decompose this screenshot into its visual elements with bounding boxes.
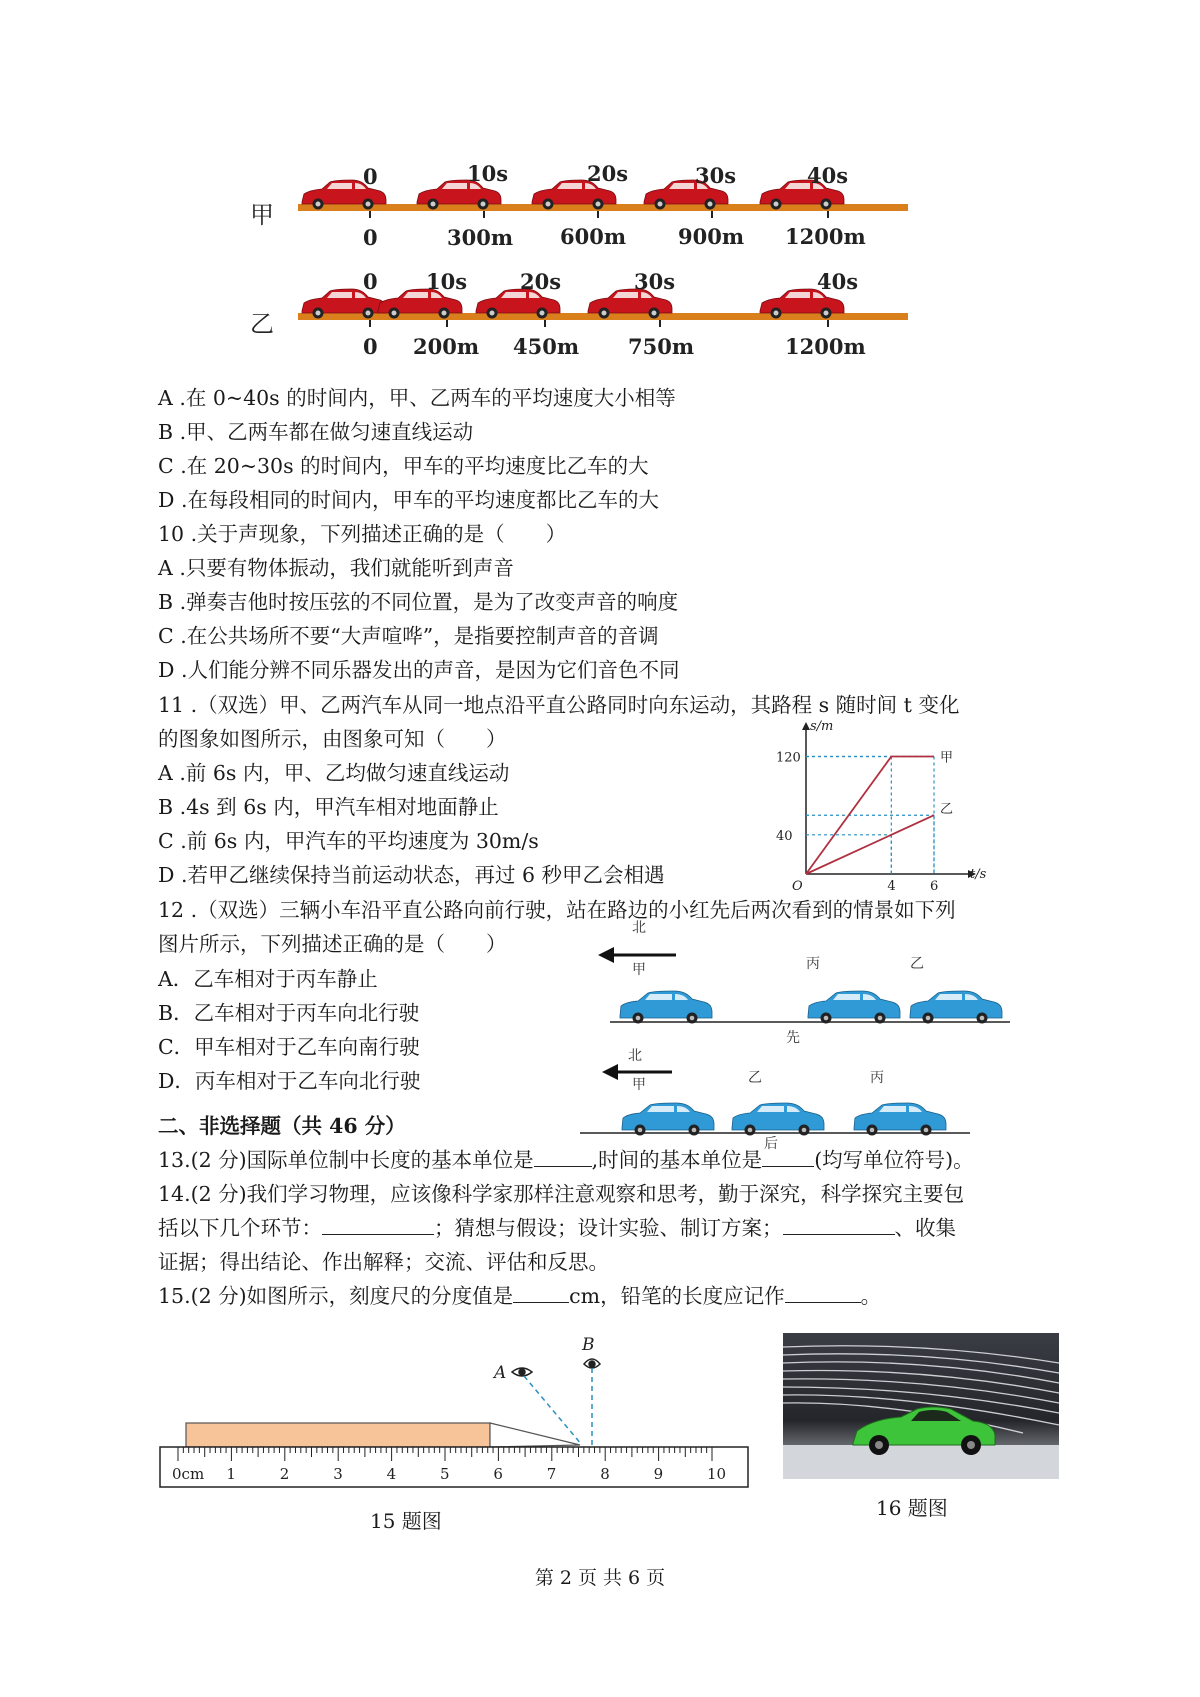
ruler-label: 1 [226, 1465, 236, 1483]
series-line-1 [806, 815, 934, 874]
ruler-label: 0cm [172, 1465, 205, 1483]
q15-blank2[interactable] [785, 1282, 861, 1303]
jia-time-1: 10s [467, 161, 509, 186]
y-tick-1: 120 [776, 750, 801, 766]
q10-option-b: B .弹奏吉他时按压弦的不同位置，是为了改变声音的响度 [158, 590, 679, 614]
row-label-jia: 甲 [250, 201, 274, 229]
x-tick-1: 6 [930, 879, 939, 894]
yi-time-1: 10s [426, 269, 468, 294]
q13-part1: 13.(2 分)国际单位制中长度的基本单位是 [158, 1148, 534, 1172]
q15-part2: cm，铅笔的长度应记作 [569, 1284, 785, 1308]
eye-b-icon [584, 1359, 600, 1368]
bottom-car-label-jia: 甲 [632, 1077, 646, 1093]
q14-line2 [158, 1214, 956, 1242]
q12-stem-line1: 12 .（双选）三辆小车沿平直公路向前行驶，站在路边的小红先后两次看到的情景如下列 [158, 898, 956, 922]
jia-time-4: 40s [807, 163, 849, 188]
yi-time-0: 0 [363, 269, 378, 294]
eye-a-icon [512, 1368, 532, 1376]
q12-option-d: D．丙车相对于乙车向北行驶 [158, 1069, 421, 1093]
q12-option-b: B．乙车相对于丙车向北行驶 [158, 1001, 420, 1025]
north-arrow-bottom-icon [602, 1064, 618, 1080]
ruler-label: 5 [440, 1465, 450, 1483]
ruler-label: 10 [707, 1465, 727, 1483]
yi-dist-0: 0 [363, 334, 378, 359]
pencil-body [186, 1423, 490, 1447]
q15-part1: 15.(2 分)如图所示，刻度尺的分度值是 [158, 1284, 514, 1308]
ruler-label: 3 [333, 1465, 343, 1483]
north-label-top: 北 [632, 920, 646, 936]
jia-dist-1: 300m [447, 225, 514, 250]
q14-line2-b: ；猜想与假设；设计实验、制订方案； [434, 1216, 783, 1240]
q11-option-a: A .前 6s 内，甲、乙均做匀速直线运动 [158, 761, 510, 785]
jia-time-0: 0 [363, 164, 378, 189]
q11-option-b: B .4s 到 6s 内，甲汽车相对地面静止 [158, 795, 499, 819]
y-tick-0: 40 [776, 828, 793, 844]
top-car-label-bing: 丙 [806, 956, 820, 972]
q9-option-a: A .在 0~40s 的时间内，甲、乙两车的平均速度大小相等 [158, 386, 676, 410]
origin-label: O [792, 879, 803, 894]
q13-line [158, 1146, 974, 1174]
q16-photo [783, 1333, 1059, 1479]
q9-car-figure [250, 160, 950, 380]
q13-blank2[interactable] [762, 1146, 814, 1167]
jia-dist-3: 900m [678, 224, 745, 249]
q11-stem-line2: 的图象如图所示，由图象可知（ ） [158, 727, 507, 751]
y-axis-arrow-icon [802, 722, 810, 730]
jia-dist-4: 1200m [785, 224, 866, 249]
q12-figure [580, 918, 1020, 1152]
q9-option-c: C .在 20~30s 的时间内，甲车的平均速度比乙车的大 [158, 454, 649, 478]
ruler-label: 9 [653, 1465, 664, 1483]
yi-dist-3: 750m [628, 334, 695, 359]
series-label-0: 甲 [940, 750, 954, 766]
ruler-label: 2 [279, 1465, 290, 1483]
q13-part2: ,时间的基本单位是 [591, 1148, 763, 1172]
q12-option-a: A．乙车相对于丙车静止 [158, 967, 378, 991]
q14-line3: 证据；得出结论、作出解释；交流、评估和反思。 [158, 1250, 609, 1274]
jia-dist-0: 0 [363, 225, 378, 250]
q13-blank1[interactable] [534, 1146, 592, 1167]
yi-time-2: 20s [520, 269, 562, 294]
ruler-label: 4 [386, 1465, 397, 1483]
x-tick-0: 4 [887, 879, 896, 894]
top-car-label-yi: 乙 [910, 956, 924, 972]
yi-dist-2: 450m [513, 334, 580, 359]
yi-dist-4: 1200m [785, 334, 866, 359]
q11-stem-line1: 11 .（双选）甲、乙两汽车从同一地点沿平直公路同时向东运动，其路程 s 随时间 t 变化 [158, 693, 960, 717]
q15-ruler-figure [160, 1328, 760, 1498]
yi-time-4: 40s [817, 269, 859, 294]
q11-option-c: C .前 6s 内，甲汽车的平均速度为 30m/s [158, 829, 539, 853]
eye-b-label: B [582, 1335, 595, 1355]
q10-option-a: A .只要有物体振动，我们就能听到声音 [158, 556, 514, 580]
page-footer: 第 2 页 共 6 页 [534, 1567, 666, 1589]
north-arrow-top-icon [598, 947, 614, 963]
q9-option-b: B .甲、乙两车都在做匀速直线运动 [158, 420, 474, 444]
top-car-label-jia: 甲 [632, 962, 646, 978]
y-axis-label: s/m [810, 719, 834, 734]
q14-blank1[interactable] [322, 1214, 434, 1235]
series-label-1: 乙 [940, 802, 954, 818]
q12-stem-line2: 图片所示，下列描述正确的是（ ） [158, 932, 507, 956]
q14-blank2[interactable] [783, 1214, 895, 1235]
bottom-scene-label: 后 [764, 1136, 778, 1152]
q14-line1: 14.(2 分)我们学习物理，应该像科学家那样注意观察和思考，勤于深究，科学探究主要包 [158, 1182, 965, 1206]
q11-option-d: D .若甲乙继续保持当前运动状态，再过 6 秒甲乙会相遇 [158, 863, 665, 887]
q14-line2-a: 括以下几个环节： [158, 1216, 322, 1240]
row-label-yi: 乙 [250, 310, 274, 338]
q10-option-c: C .在公共场所不要“大声喧哗”，是指要控制声音的音调 [158, 624, 659, 648]
jia-time-3: 30s [695, 163, 737, 188]
top-scene-label: 先 [786, 1030, 800, 1046]
st-chart [770, 719, 987, 894]
q12-option-c: C．甲车相对于乙车向南行驶 [158, 1035, 420, 1059]
eye-a-label: A [494, 1363, 507, 1383]
q13-part3: (均写单位符号)。 [814, 1148, 974, 1172]
ruler-label: 6 [493, 1465, 503, 1483]
yi-dist-1: 200m [413, 334, 480, 359]
ruler-label: 8 [600, 1465, 610, 1483]
ruler-label: 7 [546, 1465, 557, 1483]
q15-blank1[interactable] [513, 1282, 569, 1303]
q14-line2-c: 、收集 [894, 1216, 956, 1240]
section2-title: 二、非选择题（共 46 分） [158, 1114, 406, 1138]
q15-line [158, 1282, 881, 1310]
jia-time-2: 20s [587, 161, 629, 186]
q10-option-d: D .人们能分辨不同乐器发出的声音，是因为它们音色不同 [158, 658, 680, 682]
q10-stem: 10 .关于声现象，下列描述正确的是（ ） [158, 522, 567, 546]
bottom-car-label-yi: 乙 [748, 1070, 762, 1086]
x-axis-label: t/s [970, 867, 987, 882]
jia-dist-2: 600m [560, 224, 627, 249]
q9-option-d: D .在每段相同的时间内，甲车的平均速度都比乙车的大 [158, 488, 659, 512]
north-label-bottom: 北 [628, 1048, 642, 1064]
q15-part3: 。 [860, 1284, 882, 1308]
yi-time-3: 30s [634, 269, 676, 294]
q16-caption: 16 题图 [876, 1496, 948, 1520]
bottom-car-label-bing: 丙 [870, 1070, 884, 1086]
q15-caption: 15 题图 [370, 1509, 442, 1533]
